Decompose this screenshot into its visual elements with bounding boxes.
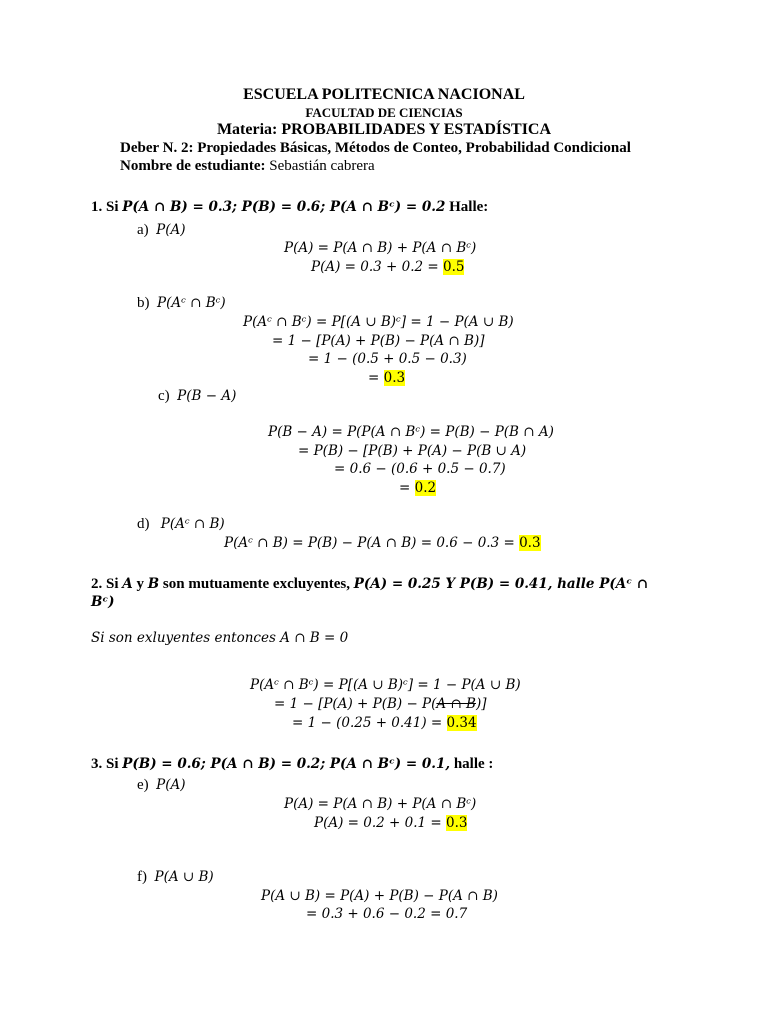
item-a-label: a) bbox=[137, 222, 149, 238]
item-a-eq2-text: P(A) = 0.3 + 0.2 = bbox=[311, 259, 443, 275]
problem-2-eq1: P(Aᶜ ∩ Bᶜ) = P[(A ∪ B)ᶜ] = 1 − P(A ∪ B) bbox=[250, 677, 521, 693]
item-f-label: f) bbox=[137, 869, 147, 885]
item-f-eq1: P(A ∪ B) = P(A) + P(B) − P(A ∩ B) bbox=[261, 888, 498, 904]
problem-3-halle: halle : bbox=[450, 756, 494, 772]
item-a-eq2 bbox=[311, 259, 464, 275]
problem-2-strike: A ∩ B bbox=[436, 696, 476, 712]
item-e-eq2-text: P(A) = 0.2 + 0.1 = bbox=[314, 815, 446, 831]
problem-2-given: P(A) = 0.25 Y P(B) = 0.41, halle P(Aᶜ ∩ bbox=[353, 576, 649, 592]
item-d-label: d) bbox=[137, 516, 150, 532]
item-b-eq4 bbox=[368, 370, 405, 386]
item-c-eq1: P(B − A) = P(P(A ∩ Bᶜ) = P(B) − P(B ∩ A) bbox=[268, 424, 554, 440]
problem-3-statement bbox=[91, 756, 493, 773]
item-b-eq3: = 1 − (0.5 + 0.5 − 0.3) bbox=[308, 351, 467, 367]
problem-3-number: 3. Si bbox=[91, 756, 123, 772]
problem-2-event-b: B bbox=[147, 576, 160, 592]
faculty-title: FACULTAD DE CIENCIAS bbox=[305, 105, 463, 120]
item-c-answer: 0.2 bbox=[414, 480, 437, 496]
item-b-expr: P(Aᶜ ∩ Bᶜ) bbox=[157, 295, 226, 311]
item-d-eq1-text: P(Aᶜ ∩ B) = P(B) − P(A ∩ B) = 0.6 − 0.3 = bbox=[224, 535, 520, 551]
subject-line bbox=[0, 121, 768, 139]
item-f-eq2: = 0.3 + 0.6 − 0.2 = 0.7 bbox=[306, 906, 468, 922]
problem-2-event-a: A bbox=[122, 576, 133, 592]
item-f bbox=[137, 869, 214, 886]
item-a bbox=[137, 222, 186, 239]
problem-2-text: son mutuamente excluyentes, bbox=[159, 576, 354, 592]
item-c-expr: P(B − A) bbox=[177, 388, 237, 404]
item-d-eq1 bbox=[224, 535, 541, 551]
item-b-eq1: P(Aᶜ ∩ Bᶜ) = P[(A ∪ B)ᶜ] = 1 − P(A ∪ B) bbox=[243, 314, 514, 330]
problem-2-eq3 bbox=[292, 715, 477, 731]
item-d-answer: 0.3 bbox=[519, 535, 541, 551]
problem-1-halle: Halle: bbox=[445, 199, 489, 215]
item-e-answer: 0.3 bbox=[446, 815, 468, 831]
problem-1-number: 1. Si bbox=[91, 199, 123, 215]
item-c-eq3: = 0.6 − (0.6 + 0.5 − 0.7) bbox=[334, 461, 506, 477]
problem-2-and: y bbox=[132, 576, 148, 592]
item-e-eq2 bbox=[314, 815, 467, 831]
subject-label: Materia: bbox=[216, 121, 282, 138]
problem-2-eq2 bbox=[274, 696, 487, 712]
item-a-answer: 0.5 bbox=[443, 259, 465, 275]
item-a-eq1: P(A) = P(A ∩ B) + P(A ∩ Bᶜ) bbox=[284, 240, 477, 256]
item-b bbox=[137, 295, 226, 312]
problem-2-given-cont: Bᶜ) bbox=[91, 594, 115, 610]
item-d-expr: P(Aᶜ ∩ B) bbox=[160, 516, 225, 532]
item-e-eq1: P(A) = P(A ∩ B) + P(A ∩ Bᶜ) bbox=[284, 796, 477, 812]
subject-name: PROBABILIDADES Y ESTADÍSTICA bbox=[281, 121, 552, 138]
problem-2-eq2-text: = 1 − [P(A) + P(B) − P( bbox=[274, 696, 437, 712]
problem-1-statement bbox=[91, 199, 488, 216]
problem-2-eq3-text: = 1 − (0.25 + 0.41) = bbox=[292, 715, 447, 731]
item-c-eq4 bbox=[399, 480, 436, 496]
institution-title: ESCUELA POLITECNICA NACIONAL bbox=[243, 86, 525, 103]
problem-2-number: 2. Si bbox=[91, 576, 123, 592]
item-b-label: b) bbox=[137, 295, 150, 311]
student-label: Nombre de estudiante: bbox=[120, 158, 270, 174]
item-e bbox=[137, 777, 186, 794]
problem-2-eq2-end: )] bbox=[475, 696, 487, 712]
problem-2-answer: 0.34 bbox=[446, 715, 477, 731]
assignment-title: Deber N. 2: Propiedades Básicas, Métodos de Conteo, Probabilidad Condicional bbox=[120, 140, 631, 156]
problem-2-statement bbox=[91, 576, 648, 593]
item-f-expr: P(A ∪ B) bbox=[154, 869, 214, 885]
item-e-expr: P(A) bbox=[156, 777, 186, 793]
problem-1-given: P(A ∩ B) = 0.3; P(B) = 0.6; P(A ∩ Bᶜ) = 0.2 bbox=[122, 199, 446, 215]
item-c-label: c) bbox=[158, 388, 170, 404]
item-d bbox=[137, 516, 225, 533]
student-name: Sebastián cabrera bbox=[269, 158, 375, 174]
item-c-eq4-text: = bbox=[399, 480, 415, 496]
problem-2-note: Si son exluyentes entonces A ∩ B = 0 bbox=[91, 630, 349, 646]
item-e-label: e) bbox=[137, 777, 149, 793]
item-b-answer: 0.3 bbox=[383, 370, 406, 386]
student-line bbox=[120, 158, 375, 175]
problem-3-given: P(B) = 0.6; P(A ∩ B) = 0.2; P(A ∩ Bᶜ) = 0.1, bbox=[122, 756, 451, 772]
item-c-eq2: = P(B) − [P(B) + P(A) − P(B ∪ A) bbox=[298, 443, 527, 459]
item-c bbox=[158, 388, 236, 405]
item-b-eq2: = 1 − [P(A) + P(B) − P(A ∩ B)] bbox=[272, 333, 485, 349]
item-b-eq4-text: = bbox=[368, 370, 384, 386]
item-a-expr: P(A) bbox=[156, 222, 186, 238]
